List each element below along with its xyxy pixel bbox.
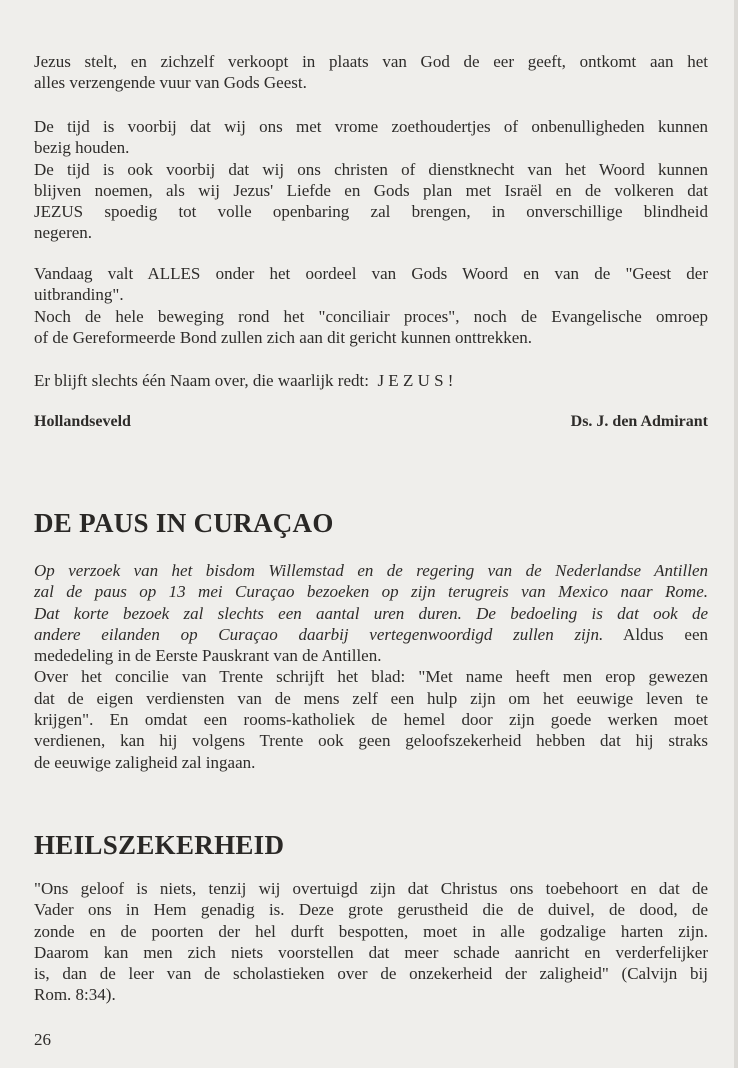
page-number: 26	[34, 1030, 51, 1049]
text-line: zonde en de poorten der hel durft bespotten, moet in alle godzalige harten zijn.	[34, 921, 708, 941]
paragraph-paus	[34, 560, 708, 773]
text-line	[34, 624, 708, 645]
text-line: zal de paus op 13 mei Curaçao bezoeken op zijn terugreis van Mexico naar Rome.	[34, 582, 708, 602]
paragraph-time	[34, 116, 708, 244]
page-edge	[734, 0, 738, 1068]
signature-author: Ds. J. den Admirant	[570, 413, 708, 430]
text-line: Rom. 8:34).	[34, 985, 116, 1005]
section-heading: DE PAUS IN CURAÇAO	[34, 508, 334, 538]
text-line: JEZUS spoedig tot volle openbaring zal brengen, in onverschillige blindheid	[34, 202, 708, 222]
section-heading: HEILSZEKERHEID	[34, 830, 285, 860]
text-line: Vandaag valt ALLES onder het oordeel van Gods Woord en van de "Geest der	[34, 264, 708, 283]
text-line: bezig houden.	[34, 138, 130, 158]
text-line: de eeuwige zaligheid zal ingaan.	[34, 752, 256, 772]
text-line: krijgen". En omdat een rooms-katholiek de hemel door zijn goede werken moet	[34, 710, 708, 730]
paragraph-judgement	[34, 263, 708, 348]
text-line: is, dan de leer van de scholastieken over de onzekerheid der zaligheid" (Calvijn bij	[34, 964, 708, 984]
text-line: Jezus stelt, en zichzelf verkoopt in plaats van God de eer geeft, ontkomt aan het	[34, 52, 708, 71]
text-line: Daarom kan men zich niets voorstellen dat meer schade aanricht en verderfelijker	[34, 942, 708, 962]
text-line: De tijd is voorbij dat wij ons met vrome zoethoudertjes of onbenulligheden kunnen	[34, 117, 708, 136]
text-line: blijven noemen, als wij Jezus' Liefde en Gods plan met Israël en de volkeren dat	[34, 180, 708, 200]
text-line: Vader ons in Hem genadig is. Deze grote gerustheid die de duivel, de dood, de	[34, 900, 708, 920]
text-line: De tijd is ook voorbij dat wij ons christen of dienstknecht van het Woord kunnen	[34, 159, 708, 179]
text-line: "Ons geloof is niets, tenzij wij overtuigd zijn dat Christus ons toebehoort en dat de	[34, 879, 708, 898]
text-line: dat de eigen verdiensten van de mens zelf een hulp zijn om het eeuwige leven te	[34, 688, 708, 708]
text-line: Op verzoek van het bisdom Willemstad en de regering van de Nederlandse Antillen	[34, 561, 708, 580]
text-line: Over het concilie van Trente schrijft het blad: "Met name heeft men erop gewezen	[34, 667, 708, 687]
text-line: mededeling in de Eerste Pauskrant van de Antillen.	[34, 646, 382, 666]
paragraph-intro	[34, 51, 708, 94]
text-line: Dat korte bezoek zal slechts een aantal uren duren. De bedoeling is dat ook de	[34, 603, 708, 623]
text-line: negeren.	[34, 223, 93, 243]
paragraph-name	[34, 370, 708, 391]
text-line: verdienen, kan hij volgens Trente ook geen geloofszekerheid hebben dat hij straks	[34, 731, 708, 751]
signature-place: Hollandseveld	[34, 413, 131, 430]
roman-text: Aldus een	[603, 624, 708, 644]
text-line: alles verzengende vuur van Gods Geest.	[34, 73, 307, 93]
text-line: uitbranding".	[34, 285, 124, 305]
text-line: Er blijft slechts één Naam over, die waarlijk redt: J E Z U S !	[34, 371, 454, 390]
paragraph-heilszekerheid	[34, 878, 708, 1006]
text-line: of de Gereformeerde Bond zullen zich aan dit gericht kunnen onttrekken.	[34, 327, 532, 347]
italic-text: andere eilanden op Curaçao daarbij vertegenwoordigd zullen zijn.	[34, 624, 604, 644]
text-line: Noch de hele beweging rond het "conciliair proces", noch de Evangelische omroep	[34, 306, 708, 326]
